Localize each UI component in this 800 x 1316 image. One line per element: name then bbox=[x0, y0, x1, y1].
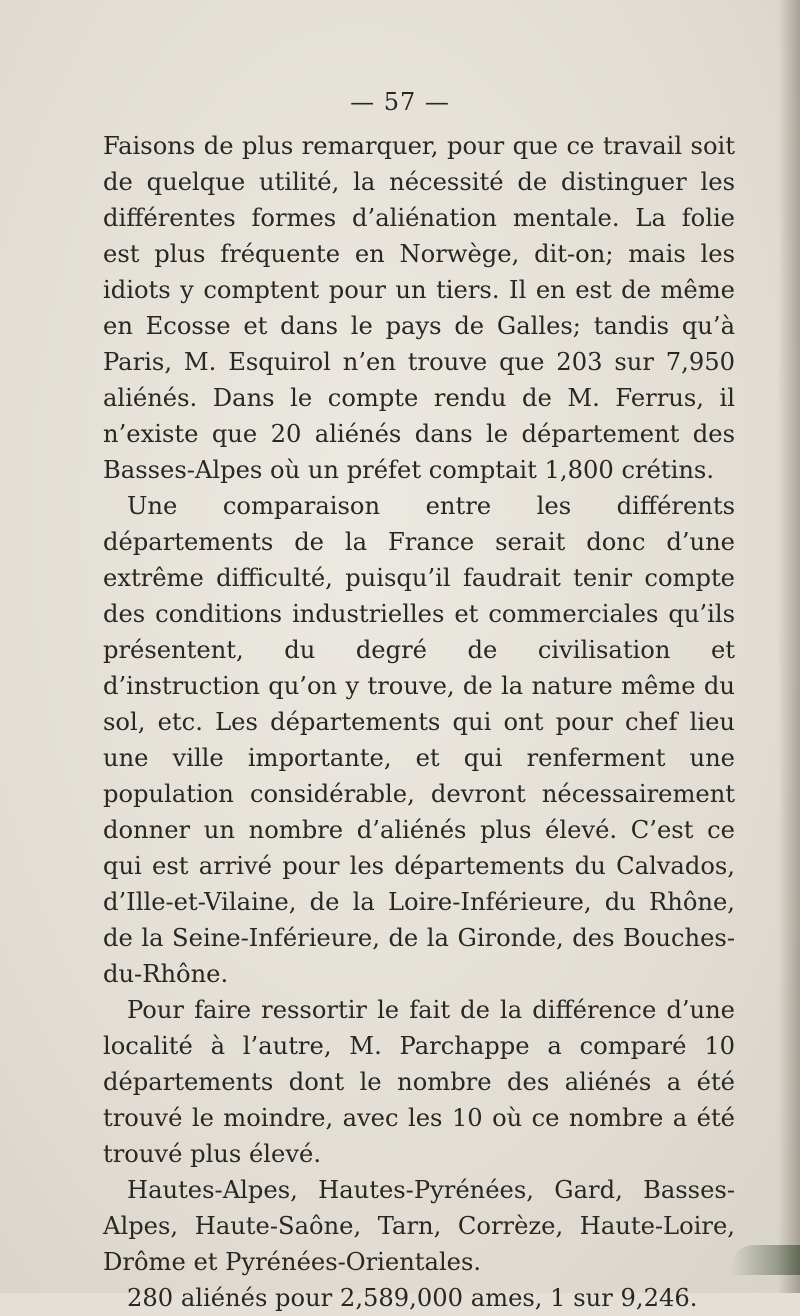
paragraph-5: 280 aliénés pour 2,589,000 ames, 1 sur 9,246. bbox=[127, 1284, 698, 1312]
paragraph-2: Une comparaison entre les différents départements de la France serait donc d’une extrême difficulté, puisqu’il faudrait tenir compte des conditions industrielles et commerciales qu’ils présentent, du degré de civilisation et d’instruction qu’on y trouve, de la nature même du sol, etc. Les départements qui ont pour chef lieu une ville importante, et qui renferment une population considérable, devront nécessairement donner un nombre d’aliénés plus élevé. C’est ce qui est arrivé pour les départements du Calvados, d’Ille-et-Vilaine, de la Loire-Inférieure, du Rhône, de la Seine-Inférieure, de la Gironde, des Bouches-du-Rhône. bbox=[103, 492, 735, 988]
paragraph-1: Faisons de plus remarquer, pour que ce travail soit de quelque utilité, la nécessité de distinguer les différentes formes d’aliénation mentale. La folie est plus fréquente en Norwège, dit-on; mais les idiots y comptent pour un tiers. Il en est de même en Ecosse et dans le pays de Galles; tandis qu’à Paris, M. Esquirol n’en trouve que 203 sur 7,950 aliénés. Dans le compte rendu de M. Ferrus, il n’existe que 20 aliénés dans le département des Basses-Alpes où un préfet comptait 1,800 crétins. bbox=[103, 132, 735, 484]
page-number: — 57 — bbox=[350, 88, 450, 116]
corner-stain bbox=[730, 1245, 800, 1275]
body-text bbox=[103, 128, 735, 1316]
paragraph-4: Hautes-Alpes, Hautes-Pyrénées, Gard, Basses-Alpes, Haute-Saône, Tarn, Corrèze, Haute-Loire, Drôme et Pyrénées-Orientales. bbox=[103, 1176, 735, 1276]
page-edge-shadow bbox=[778, 0, 800, 1293]
paragraph-3: Pour faire ressortir le fait de la différence d’une localité à l’autre, M. Parchappe a comparé 10 départements dont le nombre des aliénés a été trouvé le moindre, avec les 10 où ce nombre a été trouvé plus élevé. bbox=[103, 996, 735, 1168]
